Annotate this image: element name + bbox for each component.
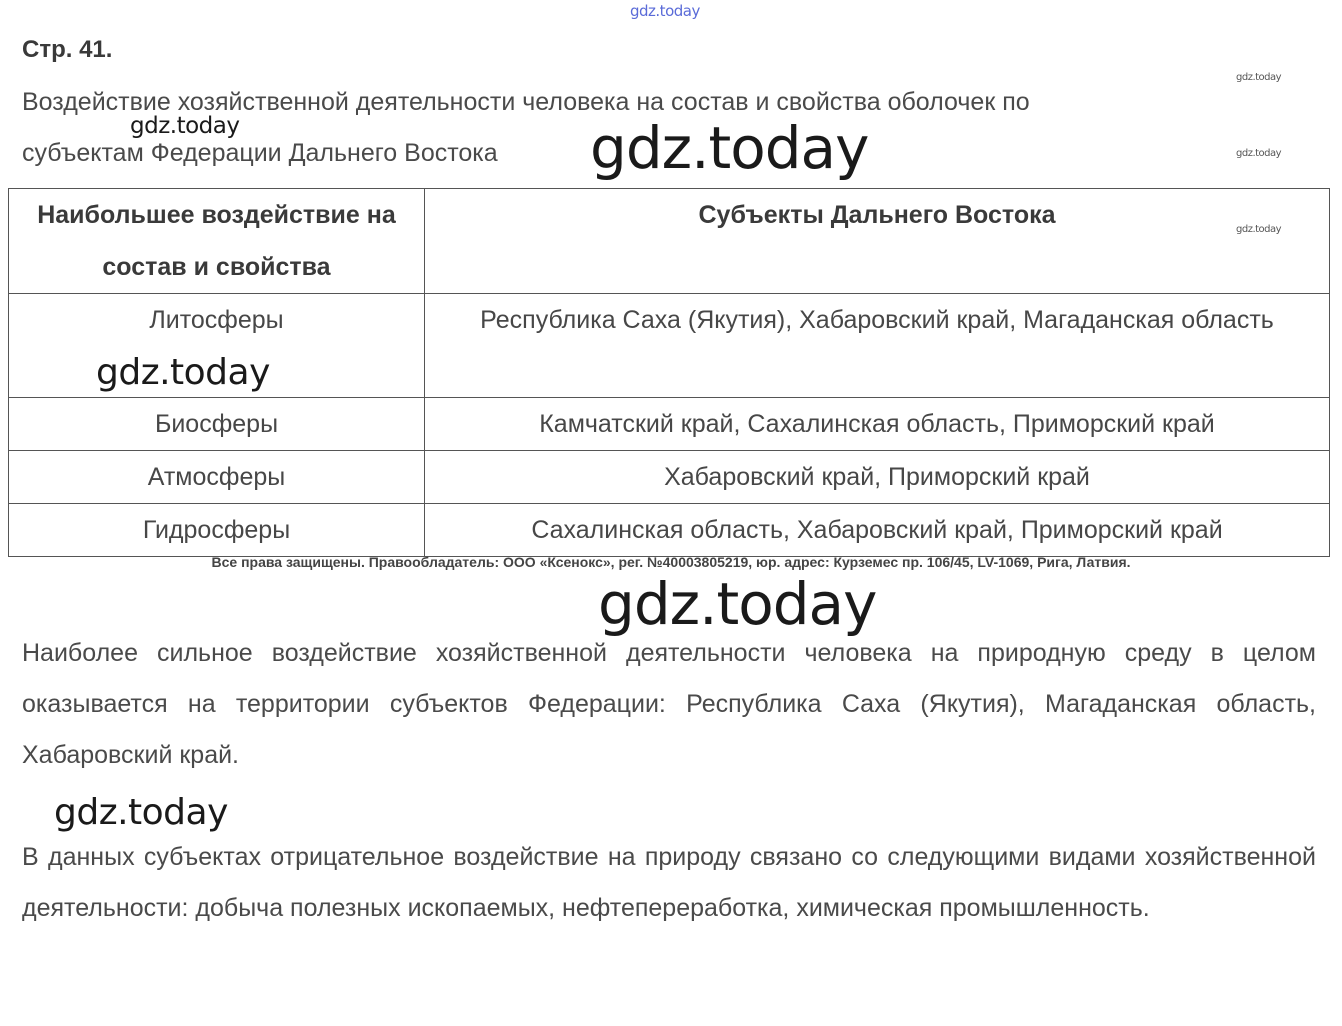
- subtitle-line-2: субъектам Федерации Дальнего Востока: [22, 139, 498, 167]
- watermark: gdz.today: [598, 570, 877, 638]
- page-title: Стр. 41.: [22, 36, 113, 63]
- table-cell-subjects: Хабаровский край, Приморский край: [425, 451, 1330, 504]
- subtitle-line-1: Воздействие хозяйственной деятельности человека на состав и свойства оболочек по: [22, 88, 1030, 116]
- table-row: [9, 398, 1330, 451]
- table-header-cell: Наибольшее воздействие на состав и свойства: [9, 189, 425, 294]
- watermark-small: gdz.today: [1236, 224, 1282, 235]
- table-cell-subjects: Камчатский край, Сахалинская область, Приморский край: [425, 398, 1330, 451]
- watermark-small: gdz.today: [1236, 72, 1282, 83]
- table-header-cell: Субъекты Дальнего Востока: [425, 189, 1330, 294]
- paragraph: В данных субъектах отрицательное воздействие на природу связано со следующими видами хозяйственной деятельности: добыча полезных ископаемых, нефтепереработка, химическая промышленность.: [22, 843, 1316, 922]
- table-cell-subjects: Сахалинская область, Хабаровский край, Приморский край: [425, 504, 1330, 557]
- table-row: [9, 451, 1330, 504]
- watermark-small: gdz.today: [1236, 148, 1282, 159]
- watermark: gdz.today: [590, 114, 869, 182]
- table-row: [9, 504, 1330, 557]
- watermark-top: gdz.today: [630, 2, 700, 20]
- table-header-row: [9, 189, 1330, 294]
- table-cell-sphere: Атмосферы: [9, 451, 425, 504]
- watermark: gdz.today: [130, 113, 240, 139]
- table-cell-sphere: Биосферы: [9, 398, 425, 451]
- table-cell-subjects: Республика Саха (Якутия), Хабаровский край, Магаданская область: [425, 294, 1330, 398]
- paragraph: Наиболее сильное воздействие хозяйственной деятельности человека на природную среду в целом оказывается на территории субъектов Федерации: Республика Саха (Якутия), Магаданская область, Хабаровский край.: [22, 639, 1316, 769]
- watermark: gdz.today: [54, 792, 228, 833]
- table-cell-sphere: Литосферы: [9, 294, 425, 398]
- copyright-note: Все права защищены. Правообладатель: ООО «Ксенокс», рег. №40003805219, юр. адрес: Курземес пр. 106/45, LV-1069, Рига, Латвия.: [211, 554, 1131, 570]
- watermark: gdz.today: [96, 352, 270, 393]
- table-cell-sphere: Гидросферы: [9, 504, 425, 557]
